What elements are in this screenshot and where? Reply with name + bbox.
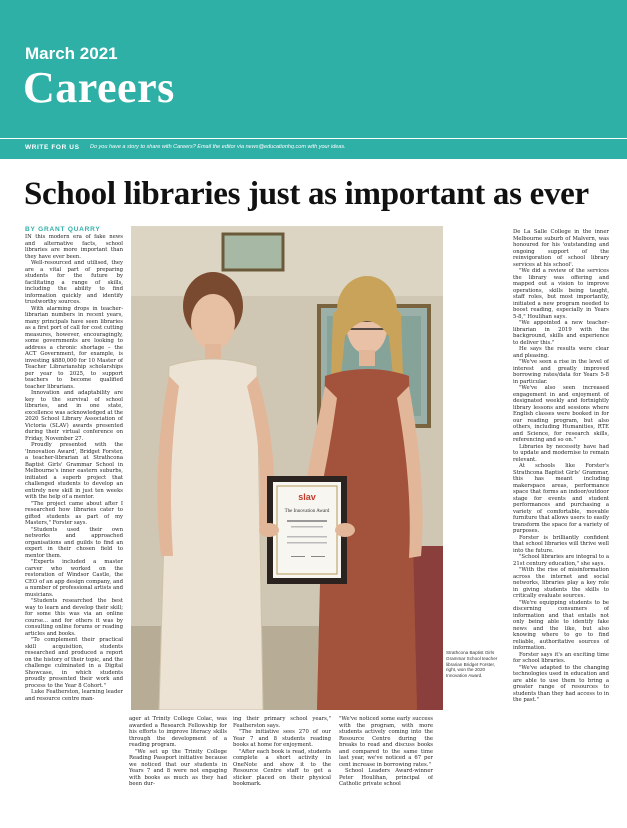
- paragraph: IN this modern era of fake news and alternative facts, school libraries are more important than they have ever been.: [25, 234, 123, 260]
- paragraph: At schools like Forster's Strathcona Baptist Girls' Grammar, this has meant including makerspace areas, performance space that forms an indoor/outdoor stage for events and student performances and purchasing a variety of comfortable, movable furniture that allows users to easily transform the space for a variety of purposes.: [513, 463, 609, 534]
- article-column-1: [25, 234, 123, 814]
- paragraph: "We appointed a new teacher-librarian in 2019 with the background, skills and experience to deliver this.": [513, 320, 609, 346]
- award-photo-illustration: [131, 226, 443, 710]
- award-photo: [131, 226, 443, 710]
- photo-caption: Strathcona Baptist Girls Grammar School teacher librarian Bridget Forster, right, won the 2020 Innovation Award.: [446, 650, 498, 679]
- paragraph: Forster is brilliantly confident that school libraries will thrive well into the future.: [513, 534, 609, 554]
- paragraph: Luke Featherston, learning leader and resource centre man-: [25, 689, 123, 702]
- paragraph: "We've also seen increased engagement in and enjoyment of designated weekly and fortnightly library lessons and sessions where English classes were booked in for our reading program, but also others, including Humanities, RTE and Science, for research skills, referencing and so on.": [513, 385, 609, 443]
- paragraph: "We did a review of the services the library was offering and mapped out a vision to improve operations, skills being taught, staff roles, but most importantly, initiated a new program needed to boost reading, especially in Years 5-8," Houlihan says.: [513, 268, 609, 320]
- article-column-2: [129, 716, 227, 816]
- paragraph: "The project came about after I researched how libraries cater to gifted students as part of my Masters," Forster says.: [25, 500, 123, 526]
- paragraph: "We're equipping students to be discerning consumers of information and that entails not only being able to identify fake news and the like, but also knowing where to go to find reliable, authoritative sources of information.: [513, 599, 609, 651]
- article-column-4: [339, 716, 433, 816]
- article-byline: BY GRANT QUARRY: [25, 226, 101, 233]
- paragraph: ager at Trinity College Colac, was awarded a Research Fellowship for his efforts to improve literacy skills through the development of a reading program.: [129, 716, 227, 748]
- paragraph: "Experts included a master carver who worked on the restoration of Windsor Castle, the CEO of an app design company, and a number of professional artists and musicians.: [25, 559, 123, 598]
- section-title: Careers: [23, 63, 175, 112]
- paragraph: "We've noticed some early success with the program, with more students actively coming into the Resource Centre during the breaks to read and discuss books and compared to the same time last year, we've noticed a 67 per cent increase in borrowing rates.": [339, 716, 433, 768]
- paragraph: "Students researched the best way to learn and develop their skill; for some this was via an online course... and for others it was by consulting online forums or reading articles and books.: [25, 598, 123, 637]
- article-headline: School libraries just as important as ever: [24, 176, 589, 212]
- paragraph: "With the rise of misinformation across the internet and social networks, libraries play a key role in giving students the skills to critically evaluate sources.: [513, 567, 609, 599]
- paragraph: Libraries by necessity have had to update and modernise to remain relevant.: [513, 443, 609, 463]
- write-for-us-bar: [0, 138, 627, 159]
- article-column-5: [513, 229, 609, 814]
- paragraph: De La Salle College in the inner Melbourne suburb of Malvern, was honoured for his 'outstanding and ongoing support of the reinvigoration of school library services at his school'.: [513, 229, 609, 268]
- issue-date: March 2021: [25, 44, 118, 63]
- section-banner: [0, 0, 627, 138]
- article-column-3: [233, 716, 331, 816]
- paragraph: Forster says it's an exciting time for school libraries.: [513, 651, 609, 664]
- paragraph: Well-resourced and utilised, they are a vital part of preparing students for the future by facilitating a range of skills, including the ability to find information quickly and identify trustworthy sources.: [25, 260, 123, 305]
- paragraph: "To complement their practical skill acquisition, students researched and produced a report on the history of their topic, and the challenge culminated in a Digital Showcase, in which students proudly presented their work and process to the Year 8 Cohort.": [25, 637, 123, 689]
- paragraph: "We've adapted to the changing technologies used in education and are able to use them to bring a greater range of resources to students than they had access to in the past.": [513, 664, 609, 703]
- paragraph: School Leaders Award-winner Peter Houlihan, principal of Catholic private school: [339, 768, 433, 787]
- slav-logo: slav: [298, 492, 316, 502]
- paragraph: ing their primary school years," Featherston says.: [233, 716, 331, 729]
- paragraph: "The initiative sees 270 of our Year 7 and 8 students reading books at home for enjoyment.: [233, 729, 331, 748]
- award-title: The Innovation Award: [284, 509, 330, 514]
- write-for-us-label: WRITE FOR US: [25, 144, 80, 151]
- paragraph: "We've seen a rise in the level of interest and greatly improved borrowing rates/data for Years 5-8 in particular.: [513, 359, 609, 385]
- paragraph: He says the results were clear and pleasing.: [513, 346, 609, 359]
- paragraph: With alarming drops in teacher-librarian numbers in recent years, many principals have seen libraries as a first port of call for cost cutting measures, however, encouragingly, some governments are looking to address a chronic shortage – the ACT Government, for example, is investing $880,000 for 10 Master of Teacher Librarianship scholarships per year to 2025, to support teachers to become qualified teacher librarians.: [25, 305, 123, 390]
- paragraph: "School libraries are integral to a 21st century education," she says.: [513, 554, 609, 567]
- paragraph: Innovation and adaptability are key to the survival of school libraries, and in one state, excellence was acknowledged at the 2020 School Library Association of Victoria (SLAV) awards presented during their virtual conference on Friday, November 27.: [25, 390, 123, 442]
- paragraph: "After each book is read, students complete a short activity in OneNote and show it to the Resource Centre staff to get a sticker placed on their physical bookmark.: [233, 748, 331, 787]
- paragraph: "Students used their own networks and approached organisations and guilds to find an expert in their chosen field to mentor them.: [25, 526, 123, 559]
- write-for-us-message: Do you have a story to share with Careers? Email the editor via news@educationhq.com with your ideas.: [90, 144, 346, 150]
- paragraph: Proudly presented with the 'Innovation Award', Bridget Forster, a teacher-librarian at Strathcona Baptist Girls' Grammar School in Melbourne's inner eastern suburbs, initiated a superb project that challenged students to develop an entirely new skill in just ten weeks with the help of a mentor.: [25, 442, 123, 500]
- paragraph: "We set up the Trinity College Reading Passport initiative because we noticed that our students in Years 7 and 8 were not engaging with books as much as they had been dur-: [129, 748, 227, 787]
